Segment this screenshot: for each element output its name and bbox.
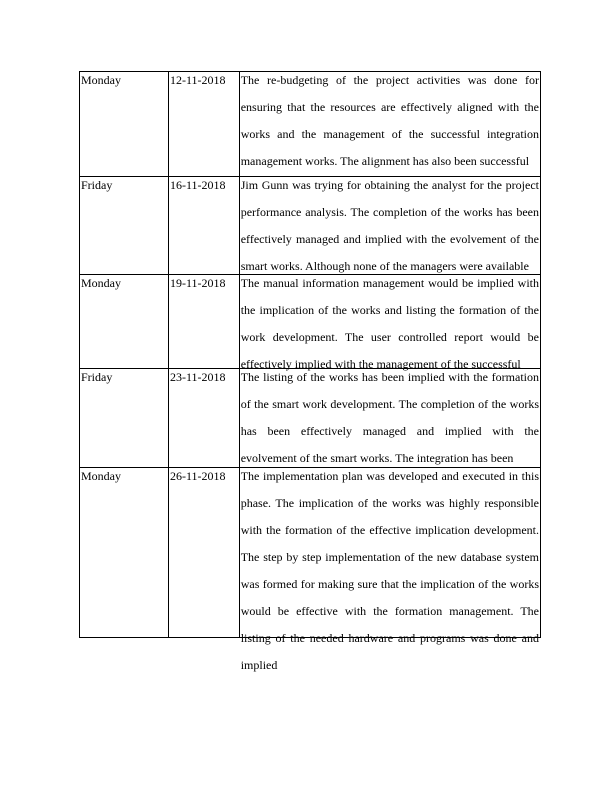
table-row <box>80 275 541 369</box>
date-text: 23-11-2018 <box>169 370 226 384</box>
date-text: 26-11-2018 <box>169 469 226 483</box>
day-cell <box>80 72 169 177</box>
table-row <box>80 369 541 468</box>
date-text: 12-11-2018 <box>169 73 226 87</box>
description-text: The manual information management would be implied with the implication of the works and listing the formation of the work development. The user controlled report would be effectively implied with the management of the successful <box>240 276 539 371</box>
table-row <box>80 72 541 177</box>
day-text: Friday <box>81 370 113 384</box>
activity-log-table <box>79 71 541 672</box>
date-cell <box>168 177 239 275</box>
description-cell <box>239 177 540 275</box>
date-cell <box>168 468 239 638</box>
date-cell <box>168 369 239 468</box>
day-text: Monday <box>81 469 121 483</box>
day-text: Monday <box>81 276 121 290</box>
day-text: Friday <box>81 178 113 192</box>
day-text: Monday <box>81 73 121 87</box>
description-cell <box>239 72 540 177</box>
day-cell <box>80 468 169 638</box>
description-cell <box>239 275 540 369</box>
description-text: The implementation plan was developed and executed in this phase. The implication of the works was highly responsible with the formation of the effective implication development. The step by step implementation of the new database system was formed for making sure that the implication of the works would be effective with the formation management. The listing of the needed hardware and programs was done and implied <box>240 469 539 672</box>
date-text: 19-11-2018 <box>169 276 226 290</box>
day-cell <box>80 177 169 275</box>
date-text: 16-11-2018 <box>169 178 226 192</box>
description-text: The listing of the works has been implied with the formation of the smart work development. The completion of the works has been effectively managed and implied with the evolvement of the smart works. The integration has been <box>240 370 539 465</box>
day-cell <box>80 275 169 369</box>
description-cell <box>239 369 540 468</box>
table-row <box>80 177 541 275</box>
description-cell <box>239 468 540 672</box>
date-cell <box>168 72 239 177</box>
description-text: The re-budgeting of the project activities was done for ensuring that the resources are effectively aligned with the works and the management of the successful integration management works. The alignment has also been successful <box>240 73 539 168</box>
day-cell <box>80 369 169 468</box>
description-text: Jim Gunn was trying for obtaining the analyst for the project performance analysis. The completion of the works has been effectively managed and implied with the evolvement of the smart works. Although none of the managers were available <box>240 178 539 273</box>
table-row <box>80 468 541 638</box>
date-cell <box>168 275 239 369</box>
